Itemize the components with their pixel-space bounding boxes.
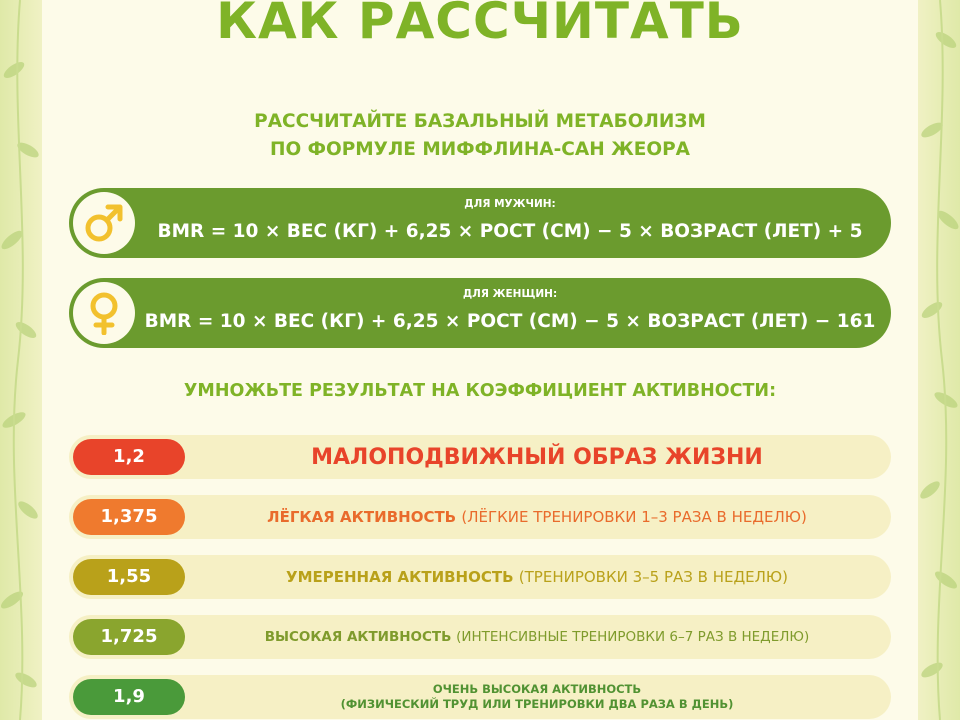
activity-name: ЛЁГКАЯ АКТИВНОСТЬ	[267, 508, 457, 526]
activity-name: МАЛОПОДВИЖНЫЙ ОБРАЗ ЖИЗНИ	[311, 444, 763, 470]
formula-men	[69, 188, 891, 258]
formula-men-expression: BMR = 10 × ВЕС (КГ) + 6,25 × РОСТ (СМ) − 5 × ВОЗРАСТ (ЛЕТ) + 5	[157, 221, 863, 242]
coefficient-badge: 1,375	[73, 499, 185, 535]
formula-women	[69, 278, 891, 348]
activity-label	[189, 495, 885, 539]
activity-name: ОЧЕНЬ ВЫСОКАЯ АКТИВНОСТЬ	[432, 682, 642, 696]
coefficient-badge: 1,55	[73, 559, 185, 595]
formula-women-label: ДЛЯ ЖЕНЩИН:	[462, 288, 558, 300]
subtitle	[0, 108, 960, 164]
activity-row	[69, 555, 891, 599]
male-symbol-icon	[73, 192, 135, 254]
coefficient-badge: 1,725	[73, 619, 185, 655]
activity-name: ВЫСОКАЯ АКТИВНОСТЬ	[264, 629, 452, 645]
activity-detail: (ФИЗИЧЕСКИЙ ТРУД ИЛИ ТРЕНИРОВКИ ДВА РАЗА В ДЕНЬ)	[340, 697, 734, 711]
activity-label	[189, 675, 885, 719]
activity-detail: (ЛЁГКИЕ ТРЕНИРОВКИ 1–3 РАЗА В НЕДЕЛЮ)	[461, 508, 807, 526]
page-title: КАК РАССЧИТАТЬ	[216, 0, 744, 50]
activity-label	[189, 555, 885, 599]
activity-name: УМЕРЕННАЯ АКТИВНОСТЬ	[286, 568, 514, 586]
activity-row	[69, 495, 891, 539]
activity-label	[189, 435, 885, 479]
multiply-heading: УМНОЖЬТЕ РЕЗУЛЬТАТ НА КОЭФФИЦИЕНТ АКТИВНОСТИ:	[183, 381, 777, 401]
subtitle-line-2: ПО ФОРМУЛЕ МИФФЛИНА-САН ЖЕОРА	[269, 139, 691, 160]
coefficient-badge: 1,2	[73, 439, 185, 475]
subtitle-line-1: РАССЧИТАЙТЕ БАЗАЛЬНЫЙ МЕТАБОЛИЗМ	[254, 111, 706, 132]
formula-men-label: ДЛЯ МУЖЧИН:	[464, 198, 556, 210]
coefficient-badge: 1,9	[73, 679, 185, 715]
activity-detail: (ИНТЕНСИВНЫЕ ТРЕНИРОВКИ 6–7 РАЗ В НЕДЕЛЮ)	[456, 629, 810, 645]
formula-women-expression: BMR = 10 × ВЕС (КГ) + 6,25 × РОСТ (СМ) − 5 × ВОЗРАСТ (ЛЕТ) − 161	[144, 311, 876, 332]
activity-row	[69, 615, 891, 659]
activity-row	[69, 435, 891, 479]
activity-row	[69, 675, 891, 719]
activity-detail: (ТРЕНИРОВКИ 3–5 РАЗ В НЕДЕЛЮ)	[518, 568, 788, 586]
female-symbol-icon	[73, 282, 135, 344]
activity-label	[189, 615, 885, 659]
